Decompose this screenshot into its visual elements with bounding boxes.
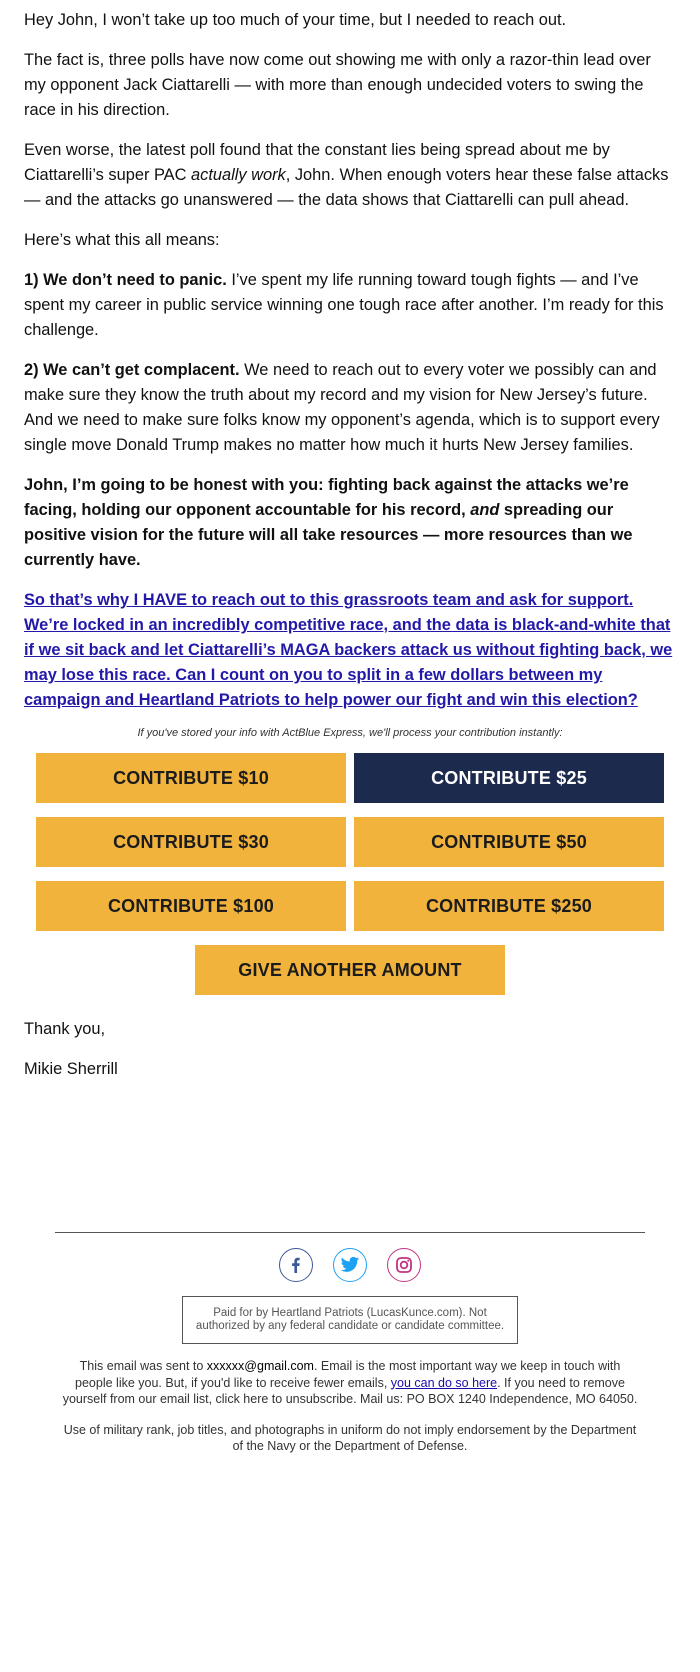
contribute-50-button[interactable]: CONTRIBUTE $50: [354, 817, 664, 867]
contribute-250-button[interactable]: CONTRIBUTE $250: [354, 881, 664, 931]
ask-paragraph: [24, 588, 676, 713]
thanks: Thank you,: [24, 1020, 106, 1038]
twitter-icon[interactable]: [333, 1248, 367, 1282]
actblue-note: If you've stored your info with ActBlue Express, we'll process your contribution instantly:: [137, 727, 563, 739]
contribute-30-button[interactable]: CONTRIBUTE $30: [36, 817, 346, 867]
poll-lies-paragraph: Even worse, the latest poll found that the constant lies being spread about me by Ciattarelli’s super PAC actually work, John. When enough voters hear these false attacks — and the attacks go unanswered — the data shows that Ciattarelli can pull ahead.: [24, 141, 669, 209]
signature: Mikie Sherrill: [24, 1060, 118, 1078]
military-disclaimer: Use of military rank, job titles, and photographs in uniform do not imply endorsement by the Department of the Navy or the Department of Defense.: [63, 1422, 637, 1453]
point-two: 2) We can’t get complacent. We need to reach out to every voter we possibly can and make sure they know the truth about my record and my vision for New Jersey’s future. And we need to make sure folks know my opponent’s agenda, which is to support every single move Donald Trump makes no matter how much it hurts New Jersey families.: [24, 361, 660, 454]
contribute-100-button[interactable]: CONTRIBUTE $100: [36, 881, 346, 931]
ask-link[interactable]: So that’s why I HAVE to reach out to this grassroots team and ask for support. We’re locked in an incredibly competitive race, and the data is black-and-white that if we sit back and let Ciattarelli’s MAGA backers attack us without fighting back, we may lose this race. Can I count on you to split in a few dollars between my campaign and Heartland Patriots to help power our fight and win this election?: [24, 591, 673, 709]
recipient-email: xxxxxx@gmail.com: [206, 1359, 314, 1373]
contribute-10-button[interactable]: CONTRIBUTE $10: [36, 753, 346, 803]
facebook-icon[interactable]: [279, 1248, 313, 1282]
greeting: Hey John, I won’t take up too much of your time, but I needed to reach out.: [24, 11, 567, 29]
contribute-buttons: [36, 753, 676, 931]
fewer-emails-link[interactable]: you can do so here: [390, 1375, 498, 1390]
social-links: [0, 1248, 700, 1282]
honest-paragraph: John, I’m going to be honest with you: fighting back against the attacks we’re facing, holding our opponent accountable for his record, and spreading our positive vision for the future will all take resources — more resources than we currently have.: [24, 476, 633, 569]
footer: [0, 1232, 700, 1455]
footer-divider: [55, 1232, 645, 1233]
paid-for-disclaimer: Paid for by Heartland Patriots (LucasKunce.com). Not authorized by any federal candidate or candidate committee.: [182, 1296, 518, 1344]
instagram-icon[interactable]: [387, 1248, 421, 1282]
means-paragraph: Here’s what this all means:: [24, 231, 220, 249]
polls-paragraph: The fact is, three polls have now come out showing me with only a razor-thin lead over my opponent Jack Ciattarelli — with more than enough undecided voters to swing the race in his direction.: [24, 51, 651, 119]
legal-text: This email was sent to xxxxxx@gmail.com. Email is the most important way we keep in touch with people like you. But, if you'd like to receive fewer emails, you can do so here. If you need to remove yourself from our email list, click here to unsubscribe. Mail us: PO BOX 1240 Independence, MO 64050.: [62, 1359, 638, 1406]
point-one: 1) We don’t need to panic. I’ve spent my life running toward tough fights — and I’ve spent my career in public service winning one tough race after another. I’m ready for this challenge.: [24, 271, 664, 339]
contribute-25-button[interactable]: CONTRIBUTE $25: [354, 753, 664, 803]
give-another-amount-button[interactable]: GIVE ANOTHER AMOUNT: [195, 945, 505, 995]
